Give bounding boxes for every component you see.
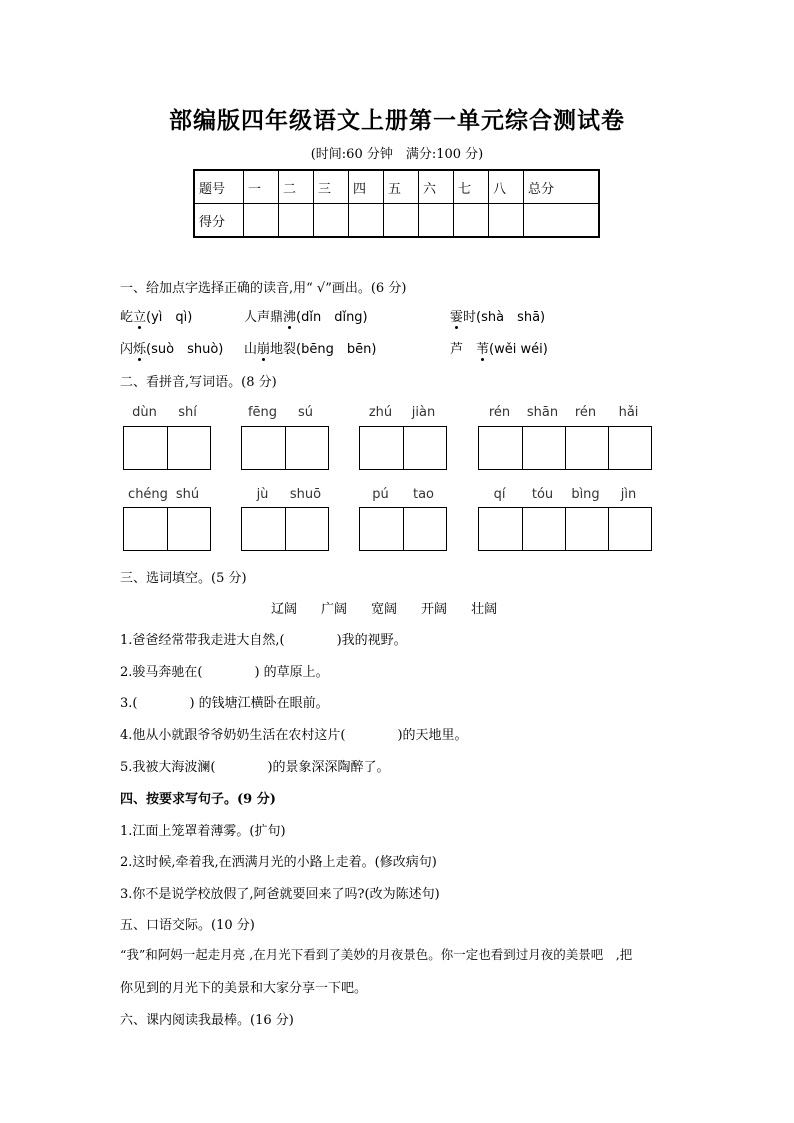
pinyin-options[interactable]: (yì qì) bbox=[146, 310, 193, 325]
page-title: 部编版四年级语文上册第一单元综合测试卷 bbox=[169, 107, 625, 134]
item-text: 地裂 bbox=[270, 342, 297, 357]
writing-cell[interactable] bbox=[360, 427, 403, 469]
score-header-cell: 四 bbox=[349, 170, 384, 204]
item-text: 闪 bbox=[120, 342, 134, 357]
fill-question[interactable]: 4.他从小就跟爷爷奶奶生活在农村这片( )的天地里。 bbox=[120, 728, 468, 743]
score-header-cell: 一 bbox=[244, 170, 279, 204]
writing-cell[interactable] bbox=[479, 508, 522, 550]
writing-grid bbox=[359, 507, 447, 551]
score-header-cell: 三 bbox=[314, 170, 349, 204]
pinyin-syllable: rén bbox=[488, 405, 511, 420]
score-cell[interactable] bbox=[384, 204, 419, 238]
dotted-char: 立 bbox=[133, 310, 147, 325]
pronunciation-item bbox=[244, 338, 376, 357]
pinyin-syllable: shuō bbox=[289, 487, 322, 502]
word-option: 辽阔 bbox=[271, 602, 298, 617]
pinyin-syllable: shú bbox=[175, 487, 200, 502]
writing-grid bbox=[359, 426, 447, 470]
writing-cell[interactable] bbox=[124, 508, 167, 550]
score-header-cell: 二 bbox=[279, 170, 314, 204]
rewrite-question: 3.你不是说学校放假了,阿爸就要回来了吗?(改为陈述句) bbox=[120, 887, 440, 902]
writing-cell[interactable] bbox=[522, 427, 565, 469]
pinyin-options[interactable]: (dǐn dǐng) bbox=[296, 310, 368, 325]
writing-cell[interactable] bbox=[608, 508, 651, 550]
section3-heading: 三、选词填空。(5 分) bbox=[120, 571, 247, 586]
writing-cell[interactable] bbox=[124, 427, 167, 469]
fill-question[interactable]: 2.骏马奔驰在( ) 的草原上。 bbox=[120, 665, 329, 680]
word-option: 壮阔 bbox=[471, 602, 498, 617]
score-cell[interactable] bbox=[279, 204, 314, 238]
writing-cell[interactable] bbox=[360, 508, 403, 550]
item-text: 芦 bbox=[450, 342, 477, 357]
rewrite-question: 1.江面上笼罩着薄雾。(扩句) bbox=[120, 824, 286, 839]
pronunciation-item bbox=[450, 306, 545, 325]
score-cell[interactable] bbox=[524, 204, 600, 238]
score-table bbox=[193, 169, 600, 238]
pinyin-syllable: shí bbox=[178, 405, 197, 420]
pinyin-options[interactable]: (suò shuò) bbox=[146, 342, 224, 357]
item-text: 屹 bbox=[120, 310, 134, 325]
writing-cell[interactable] bbox=[608, 427, 651, 469]
section6-heading: 六、课内阅读我最棒。(16 分) bbox=[120, 1013, 294, 1028]
section1-heading: 一、给加点字选择正确的读音,用“ √”画出。(6 分) bbox=[120, 281, 407, 296]
writing-grid bbox=[241, 426, 329, 470]
pinyin-syllable: chéng bbox=[128, 487, 168, 502]
score-cell[interactable] bbox=[314, 204, 349, 238]
pronunciation-item bbox=[450, 338, 548, 357]
pinyin-syllable: tao bbox=[412, 487, 435, 502]
fill-question[interactable]: 1.爸爸经常带我走进大自然,( )我的视野。 bbox=[120, 633, 407, 648]
word-option: 开阔 bbox=[421, 602, 448, 617]
pinyin-syllable: dùn bbox=[132, 405, 157, 420]
score-header-cell: 总分 bbox=[524, 170, 600, 204]
section4-heading: 四、按要求写句子。(9 分) bbox=[120, 792, 276, 807]
score-cell[interactable] bbox=[454, 204, 489, 238]
section2-heading: 二、看拼音,写词语。(8 分) bbox=[120, 375, 277, 390]
pinyin-syllable: sú bbox=[297, 405, 313, 420]
pinyin-syllable: rén bbox=[574, 405, 597, 420]
writing-cell[interactable] bbox=[285, 508, 328, 550]
rewrite-question: 2.这时候,牵着我,在洒满月光的小路上走着。(修改病句) bbox=[120, 855, 437, 870]
score-table-header-row bbox=[194, 170, 599, 204]
dotted-char: 霎 bbox=[450, 310, 464, 325]
pinyin-syllable: tóu bbox=[531, 487, 554, 502]
item-text: 山 bbox=[244, 342, 258, 357]
pronunciation-item bbox=[120, 306, 192, 325]
writing-cell[interactable] bbox=[285, 427, 328, 469]
pinyin-options[interactable]: (wěi wéi) bbox=[489, 342, 548, 357]
pinyin-syllable: jiàn bbox=[411, 405, 436, 420]
writing-grid bbox=[123, 426, 211, 470]
pronunciation-item bbox=[244, 306, 368, 325]
item-text: 时 bbox=[463, 310, 477, 325]
score-cell[interactable] bbox=[419, 204, 454, 238]
score-header-cell: 六 bbox=[419, 170, 454, 204]
pinyin-syllable: bìng bbox=[571, 487, 600, 502]
score-header-cell: 八 bbox=[489, 170, 524, 204]
pinyin-syllable: hǎi bbox=[618, 405, 639, 420]
fill-question[interactable]: 3.( ) 的钱塘江横卧在眼前。 bbox=[120, 696, 329, 711]
pinyin-syllable: fēng bbox=[247, 405, 278, 420]
writing-cell[interactable] bbox=[242, 427, 285, 469]
pinyin-syllable: qí bbox=[493, 487, 506, 502]
score-row-label: 得分 bbox=[194, 204, 244, 238]
pinyin-syllable: zhú bbox=[368, 405, 393, 420]
dotted-char: 苇 bbox=[476, 342, 490, 357]
score-header-cell: 七 bbox=[454, 170, 489, 204]
writing-cell[interactable] bbox=[242, 508, 285, 550]
pinyin-syllable: jìn bbox=[620, 487, 637, 502]
pronunciation-item bbox=[120, 338, 223, 357]
oral-prompt-line: 你见到的月光下的美景和大家分享一下吧。 bbox=[120, 981, 368, 996]
writing-grid bbox=[241, 507, 329, 551]
writing-grid bbox=[123, 507, 211, 551]
writing-cell[interactable] bbox=[167, 427, 210, 469]
dotted-char: 烁 bbox=[133, 342, 147, 357]
word-bank bbox=[271, 598, 521, 617]
writing-cell[interactable] bbox=[479, 427, 522, 469]
word-option: 广阔 bbox=[321, 602, 348, 617]
writing-cell[interactable] bbox=[565, 427, 608, 469]
item-text: 人声鼎 bbox=[244, 310, 284, 325]
writing-cell[interactable] bbox=[403, 427, 446, 469]
writing-cell[interactable] bbox=[565, 508, 608, 550]
exam-info: (时间:60 分钟 满分:100 分) bbox=[310, 147, 484, 162]
pinyin-options[interactable]: (bēng bēn) bbox=[296, 342, 377, 357]
pinyin-options[interactable]: (shà shā) bbox=[476, 310, 546, 325]
score-cell[interactable] bbox=[489, 204, 524, 238]
section5-heading: 五、口语交际。(10 分) bbox=[120, 918, 255, 933]
writing-cell[interactable] bbox=[522, 508, 565, 550]
writing-grid bbox=[478, 426, 652, 470]
writing-grid bbox=[478, 507, 652, 551]
writing-cell[interactable] bbox=[403, 508, 446, 550]
dotted-char: 崩 bbox=[257, 342, 271, 357]
pinyin-syllable: shān bbox=[526, 405, 559, 420]
fill-question[interactable]: 5.我被大海波澜( )的景象深深陶醉了。 bbox=[120, 760, 390, 775]
score-header-cell: 题号 bbox=[194, 170, 244, 204]
score-cell[interactable] bbox=[349, 204, 384, 238]
score-cell[interactable] bbox=[244, 204, 279, 238]
word-option: 宽阔 bbox=[371, 602, 398, 617]
score-header-cell: 五 bbox=[384, 170, 419, 204]
oral-prompt-line: “我”和阿妈一起走月亮 ,在月光下看到了美妙的月夜景色。你一定也看到过月夜的美景吧 ,把 bbox=[120, 947, 633, 962]
writing-cell[interactable] bbox=[167, 508, 210, 550]
pinyin-syllable: jù bbox=[256, 487, 269, 502]
score-table-score-row bbox=[194, 204, 599, 238]
dotted-char: 沸 bbox=[283, 310, 297, 325]
pinyin-syllable: pú bbox=[372, 487, 389, 502]
